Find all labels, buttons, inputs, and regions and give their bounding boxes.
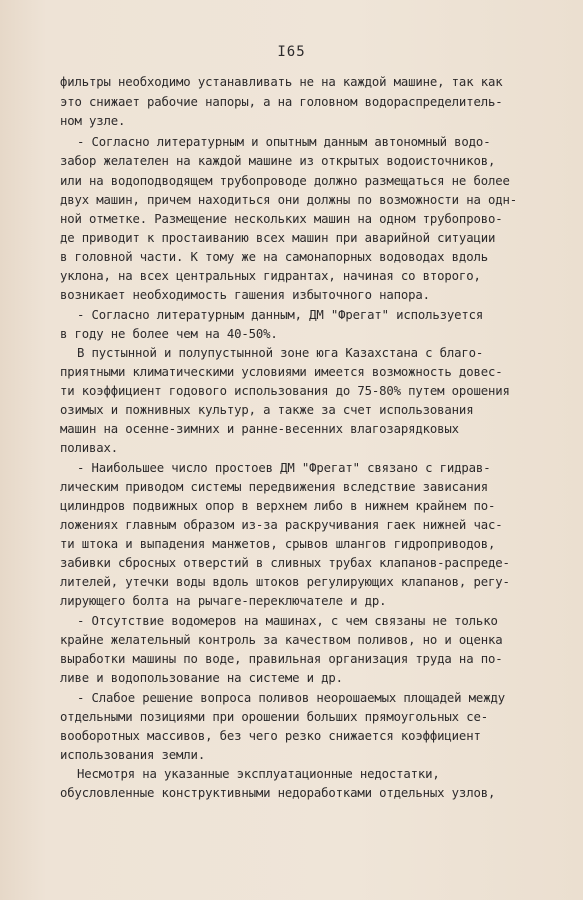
text-line: отдельными позициями при орошении больших прямоугольных се- xyxy=(60,710,488,724)
text-line: ном узле. xyxy=(60,114,126,128)
text-line: вооборотных массивов, без чего резко снижается коэффициент xyxy=(60,729,481,743)
text-line: - Наибольшее число простоев ДМ "Фрегат" связано с гидрав- xyxy=(77,461,491,475)
text-line: в году не более чем на 40-50%. xyxy=(60,327,278,341)
text-line: - Согласно литературным данным, ДМ "Фрегат" используется xyxy=(77,308,484,322)
text-line: или на водоподводящем трубопроводе должно размещаться не более xyxy=(60,174,510,188)
text-line: ти коэффициент годового использования до 75-80% путем орошения xyxy=(60,384,510,398)
text-line: В пустынной и полупустынной зоне юга Казахстана с благо- xyxy=(77,346,484,360)
text-line: уклона, на всех центральных гидрантах, начиная со второго, xyxy=(60,269,481,283)
text-line: ти штока и выпадения манжетов, срывов шлангов гидроприводов, xyxy=(60,537,496,551)
text-line: в головной части. К тому же на самонапорных водоводах вдоль xyxy=(60,250,488,264)
text-line: Несмотря на указанные эксплуатационные недостатки, xyxy=(77,767,440,781)
text-line: забор желателен на каждой машине из открытых водоисточников, xyxy=(60,154,496,168)
text-line: крайне желательный контроль за качеством поливов, но и оценка xyxy=(60,633,503,647)
text-line: - Слабое решение вопроса поливов неорошаемых площадей между xyxy=(77,691,505,705)
text-line: забивки сбросных отверстий в сливных трубах клапанов-распреде- xyxy=(60,556,510,570)
text-line: лическим приводом системы передвижения вследствие зависания xyxy=(60,480,488,494)
text-line: это снижает рабочие напоры, а на головном водораспределитель- xyxy=(60,95,503,109)
text-line: ложениях главным образом из-за раскручивания гаек нижней час- xyxy=(60,518,503,532)
text-line: лирующего болта на рычаге-переключателе и др. xyxy=(60,594,387,608)
text-line: фильтры необходимо устанавливать не на каждой машине, так как xyxy=(60,75,503,89)
text-line: возникает необходимость гашения избыточного напора. xyxy=(60,288,430,302)
text-line: обусловленные конструктивными недоработками отдельных узлов, xyxy=(60,786,496,800)
text-line: ливе и водопользование на системе и др. xyxy=(60,671,343,685)
text-line: озимых и пожнивных культур, а также за счет использования xyxy=(60,403,474,417)
text-line: де приводит к простаиванию всех машин при аварийной ситуации xyxy=(60,231,496,245)
text-line: выработки машины по воде, правильная организация труда на по- xyxy=(60,652,503,666)
text-line: цилиндров подвижных опор в верхнем либо в нижнем крайнем по- xyxy=(60,499,496,513)
text-line: - Отсутствие водомеров на машинах, с чем связаны не только xyxy=(77,614,498,628)
text-line: - Согласно литературным и опытным данным автономный водо- xyxy=(77,135,491,149)
text-line: использования земли. xyxy=(60,748,206,762)
text-line: лителей, утечки воды вдоль штоков регулирующих клапанов, регу- xyxy=(60,575,510,589)
text-line: приятными климатическими условиями имеется возможность довес- xyxy=(60,365,503,379)
page-number: I65 xyxy=(277,44,306,60)
text-line: двух машин, причем находиться они должны по возможности на одн- xyxy=(60,193,517,207)
text-line: поливах. xyxy=(60,441,119,455)
text-line: ной отметке. Размещение нескольких машин на одном трубопрово- xyxy=(60,212,503,226)
text-line: машин на осенне-зимних и ранне-весенних влагозарядковых xyxy=(60,422,459,436)
